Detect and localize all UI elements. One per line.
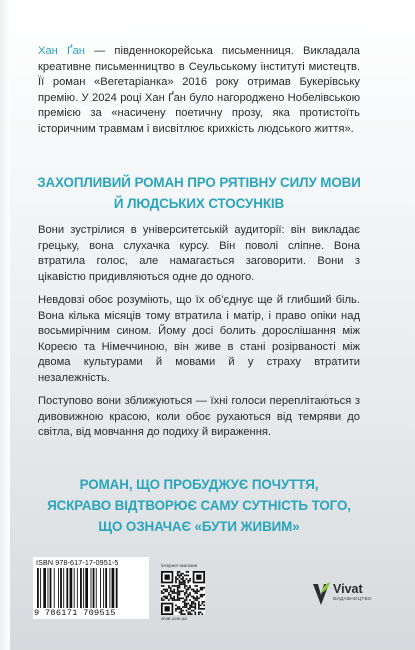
qr-label: інтернет-магазин [161, 563, 198, 568]
qr-module [179, 582, 181, 584]
barcode-bar [96, 568, 97, 608]
qr-module [180, 611, 182, 613]
qr-module [194, 611, 196, 613]
qr-module [196, 590, 198, 592]
qr-module [177, 587, 179, 589]
qr-module [196, 589, 198, 591]
barcode-bar [109, 568, 110, 608]
qr-module [194, 592, 196, 594]
qr-module [173, 597, 175, 599]
qr-module [165, 606, 170, 611]
synopsis-paragraph-3: Поступово вони зближуються — їхні голоси переплітаються з дивовижною красою, коли обоє рухаються від темряви до світла, від мовчання до подиху й вираження. [38, 395, 360, 439]
qr-module [203, 587, 205, 589]
qr-module [201, 587, 203, 589]
qr-module [196, 596, 198, 598]
qr-module [175, 608, 177, 610]
qr-module [170, 587, 172, 589]
qr-module [184, 594, 186, 596]
tagline-bottom-line-1: РОМАН, ЩО ПРОБУДЖУЄ ПОЧУТТЯ, [79, 477, 319, 492]
qr-module [161, 592, 163, 594]
qr-module [189, 578, 191, 580]
author-bio-text: — південнокорейська письменниця. Викладала креативне письменництво в Сеульському інституті мистецтв. Її роман «Вегетаріанка» 2016 року отримав Букерівську премію. У 2024 році Хан Ґан було нагороджено Нобелівською премією за «насичену поетичну прозу, яка протистоїть історичним травмам і висвітлює крихкість людського життя». [38, 45, 360, 135]
qr-module [180, 582, 182, 584]
qr-module [179, 590, 181, 592]
qr-module [165, 589, 167, 591]
qr-module [186, 592, 188, 594]
qr-module [161, 597, 163, 599]
qr-module [191, 613, 193, 615]
qr-module [194, 604, 196, 606]
qr-module [196, 575, 201, 580]
qr-module [187, 596, 189, 598]
qr-module [161, 585, 163, 587]
barcode-bar [91, 568, 92, 608]
qr-module [194, 585, 196, 587]
qr-module [200, 611, 202, 613]
qr-module [193, 590, 195, 592]
qr-module [189, 594, 191, 596]
isbn-barcode [33, 557, 149, 619]
qr-module [182, 578, 184, 580]
qr-module [182, 613, 184, 615]
qr-module [175, 610, 177, 612]
qr-module [173, 592, 175, 594]
qr-module [203, 608, 205, 610]
qr-module [175, 592, 177, 594]
qr-module [180, 573, 182, 575]
qr-module [189, 608, 191, 610]
tagline-top-line-1: ЗАХОПЛИВИЙ РОМАН ПРО РЯТІВНУ СИЛУ МОВИ [37, 175, 361, 190]
qr-module [184, 599, 186, 601]
qr-module [175, 599, 177, 601]
qr-module [194, 603, 196, 605]
qr-module [180, 613, 182, 615]
qr-module [179, 580, 181, 582]
qr-module [177, 606, 179, 608]
qr-module [180, 610, 182, 612]
qr-module [179, 611, 181, 613]
qr-module [187, 571, 189, 573]
qr-module [198, 601, 200, 603]
qr-module [194, 590, 196, 592]
qr-module [177, 571, 179, 573]
qr-module [184, 582, 186, 584]
barcode-bar [37, 568, 39, 608]
qr-module [180, 590, 182, 592]
qr-module [198, 606, 200, 608]
tagline-bottom [30, 474, 368, 537]
qr-module [198, 611, 200, 613]
barcode-bar [43, 568, 46, 608]
qr-module [191, 610, 193, 612]
qr-module [165, 596, 167, 598]
qr-module [175, 604, 177, 606]
qr-module [170, 596, 172, 598]
qr-module [177, 589, 179, 591]
qr-module [179, 576, 181, 578]
qr-module [179, 608, 181, 610]
qr-module [184, 585, 186, 587]
qr-module [179, 597, 181, 599]
qr-module [191, 606, 193, 608]
qr-module [170, 589, 172, 591]
qr-module [168, 592, 170, 594]
qr-module [172, 592, 174, 594]
qr-module [198, 613, 200, 615]
qr-module [198, 608, 200, 610]
qr-module [184, 575, 186, 577]
qr-module [186, 606, 188, 608]
tagline-bottom-line-2: ЯСКРАВО ВІДТВОРЮЄ САМУ СУТНІСТЬ ТОГО, [47, 498, 351, 513]
barcode-bar [63, 568, 64, 608]
qr-module [193, 597, 195, 599]
qr-module [196, 592, 198, 594]
qr-module [187, 580, 189, 582]
qr-module [187, 603, 189, 605]
qr-module [187, 611, 189, 613]
qr-module [184, 592, 186, 594]
qr-module [166, 597, 168, 599]
barcode-bar [77, 568, 78, 608]
qr-module [177, 594, 179, 596]
qr-module [180, 608, 182, 610]
qr-module [166, 589, 168, 591]
qr-module [179, 585, 181, 587]
qr-module [184, 587, 186, 589]
qr-module [198, 604, 200, 606]
qr-module [184, 613, 186, 615]
qr-module [175, 578, 177, 580]
qr-module [198, 597, 200, 599]
qr-module [184, 583, 186, 585]
qr-module [187, 587, 189, 589]
qr-module [187, 575, 189, 577]
qr-module [173, 590, 175, 592]
barcode-bar [54, 568, 55, 608]
qr-module [177, 596, 179, 598]
qr-module [180, 578, 182, 580]
barcode-bar [40, 568, 41, 608]
qr-module [173, 585, 175, 587]
qr-module [179, 575, 181, 577]
publisher-name: Vivat [333, 582, 363, 596]
qr-module [179, 599, 181, 601]
qr-module [200, 589, 202, 591]
synopsis-paragraph-1: Вони зустрілися в університетській аудиторії: він викладає грецьку, вона слухачка курсу. Він поволі сліпне. Вона втратила голос, але намагається заговорити. Вони з цікавістю придивляються одне до одного. [38, 224, 360, 283]
isbn-number: ISBN 978-617-17-0951-5 [36, 558, 119, 567]
qr-module [182, 580, 184, 582]
qr-module [189, 580, 191, 582]
qr-module [177, 599, 179, 601]
qr-module [177, 597, 179, 599]
qr-module [189, 587, 191, 589]
qr-module [161, 590, 163, 592]
qr-module [186, 597, 188, 599]
qr-module [175, 576, 177, 578]
qr-module [179, 592, 181, 594]
tagline-top [30, 172, 368, 214]
qr-module [180, 575, 182, 577]
qr-module [200, 587, 202, 589]
qr-module [186, 589, 188, 591]
qr-module [168, 594, 170, 596]
qr-module [177, 578, 179, 580]
qr-module [166, 590, 168, 592]
qr-module [163, 596, 165, 598]
qr-module [189, 592, 191, 594]
qr-module [191, 601, 193, 603]
qr-module [172, 597, 174, 599]
qr-module [191, 596, 193, 598]
qr-module [177, 608, 179, 610]
barcode-bar [100, 568, 101, 608]
qr-module [203, 604, 205, 606]
tagline-top-line-2: Й ЛЮДСЬКИХ СТОСУНКІВ [113, 196, 285, 211]
qr-module [182, 573, 184, 575]
barcode-bar [103, 568, 104, 608]
barcode-bar [80, 568, 82, 608]
qr-module [198, 590, 200, 592]
qr-module [187, 589, 189, 591]
barcode-bar [83, 568, 84, 608]
qr-module [201, 603, 203, 605]
qr-module [179, 606, 181, 608]
barcode-bar [105, 568, 107, 608]
qr-module [189, 599, 191, 601]
qr-module [177, 573, 179, 575]
qr-module [201, 589, 203, 591]
barcode-bar [66, 568, 68, 608]
qr-module [187, 613, 189, 615]
qr-module [201, 594, 203, 596]
qr-module [182, 606, 184, 608]
qr-module [175, 585, 177, 587]
qr-module [182, 601, 184, 603]
qr-module [165, 575, 170, 580]
qr-module [187, 594, 189, 596]
qr-module [196, 599, 198, 601]
qr-module [194, 608, 196, 610]
qr-module [179, 571, 181, 573]
qr-module [165, 597, 167, 599]
qr-module [191, 603, 193, 605]
qr-module [168, 599, 170, 601]
barcode-bar [58, 568, 59, 608]
qr-module [187, 608, 189, 610]
qr-module [175, 580, 177, 582]
qr-module [163, 599, 165, 601]
qr-module [189, 611, 191, 613]
qr-module [182, 583, 184, 585]
qr-module [179, 583, 181, 585]
tagline-bottom-line-3: ЩО ОЗНАЧАЄ «БУТИ ЖИВИМ» [98, 519, 300, 534]
qr-module [168, 585, 170, 587]
qr-module [200, 596, 202, 598]
qr-module [165, 590, 167, 592]
qr-module [186, 590, 188, 592]
qr-module [186, 603, 188, 605]
qr-module [182, 582, 184, 584]
barcode-bar [60, 568, 62, 608]
qr-module [186, 604, 188, 606]
qr-module [194, 606, 196, 608]
qr-module [201, 601, 203, 603]
qr-module [186, 571, 188, 573]
qr-module [163, 589, 165, 591]
qr-module [186, 610, 188, 612]
barcode-bar [70, 568, 73, 608]
qr-module [189, 613, 191, 615]
qr-module [168, 587, 170, 589]
spine-edge [0, 0, 10, 650]
qr-module [184, 601, 186, 603]
qr-module [186, 585, 188, 587]
qr-module [194, 613, 196, 615]
qr-module [179, 587, 181, 589]
publisher-subtitle: ВИДАВНИЦТВО [333, 597, 372, 602]
qr-module [186, 596, 188, 598]
qr-module [193, 601, 195, 603]
qr-module [177, 590, 179, 592]
barcode-bar [74, 568, 75, 608]
qr-module [186, 599, 188, 601]
qr-module [194, 597, 196, 599]
qr-module [177, 575, 179, 577]
qr-module [184, 604, 186, 606]
qr-module [172, 585, 174, 587]
barcode-bars [36, 568, 146, 608]
qr-module [180, 583, 182, 585]
qr-module [173, 599, 175, 601]
qr-module [172, 599, 174, 601]
barcode-bar [112, 568, 115, 608]
qr-module [161, 599, 163, 601]
barcode-bar [48, 568, 49, 608]
qr-module [193, 603, 195, 605]
qr-module [182, 610, 184, 612]
qr-module [200, 604, 202, 606]
qr-code-icon [161, 571, 205, 615]
qr-module [194, 599, 196, 601]
qr-module [201, 596, 203, 598]
synopsis-paragraph-2: Невдовзі обоє розуміють, що їх об’єднує ще й глибший біль. Вона кілька місяців тому втратила і матір, і право опіки над восьмирічним сином. Йому досі болить дорослішання між Кореєю та Німеччиною, він живе в стані розірваності між двома культурами й мовами й у страху втратити незалежність. [38, 294, 360, 384]
qr-module [201, 608, 203, 610]
qr-module [179, 594, 181, 596]
barcode-bar [50, 568, 52, 608]
qr-module [170, 597, 172, 599]
qr-module [189, 606, 191, 608]
qr-module [184, 603, 186, 605]
qr-module [175, 582, 177, 584]
qr-module [172, 590, 174, 592]
qr-module [201, 613, 203, 615]
qr-module [203, 594, 205, 596]
barcode-bar [116, 568, 118, 608]
qr-module [196, 585, 198, 587]
barcode-bar [85, 568, 88, 608]
qr-module [193, 610, 195, 612]
qr-module [177, 585, 179, 587]
qr-module [186, 578, 188, 580]
qr-module [170, 594, 172, 596]
qr-url: vivat.com.ua [161, 616, 187, 621]
qr-module [196, 597, 198, 599]
qr-module [182, 597, 184, 599]
qr-module [193, 606, 195, 608]
qr-module [184, 606, 186, 608]
barcode-bar [93, 568, 95, 608]
qr-module [182, 576, 184, 578]
qr-module [203, 601, 205, 603]
qr-module [170, 590, 172, 592]
qr-module [200, 594, 202, 596]
author-name: Хан Ґан [38, 45, 85, 57]
qr-module [186, 575, 188, 577]
qr-module [173, 589, 175, 591]
qr-module [187, 582, 189, 584]
qr-module [173, 596, 175, 598]
qr-module [193, 589, 195, 591]
qr-module [191, 604, 193, 606]
qr-module [180, 597, 182, 599]
qr-module [191, 589, 193, 591]
qr-module [182, 590, 184, 592]
qr-module [198, 603, 200, 605]
qr-module [163, 592, 165, 594]
barcode-digits: 9 786171 709515 [34, 608, 116, 618]
qr-module [184, 580, 186, 582]
qr-module [163, 585, 165, 587]
publisher-logo [311, 580, 371, 612]
qr-module [189, 585, 191, 587]
qr-module [189, 604, 191, 606]
vivat-leaf-icon [311, 581, 331, 607]
author-bio [38, 44, 360, 138]
qr-module [166, 596, 168, 598]
qr-module [193, 596, 195, 598]
qr-module [200, 608, 202, 610]
qr-block [161, 563, 205, 621]
qr-module [177, 592, 179, 594]
